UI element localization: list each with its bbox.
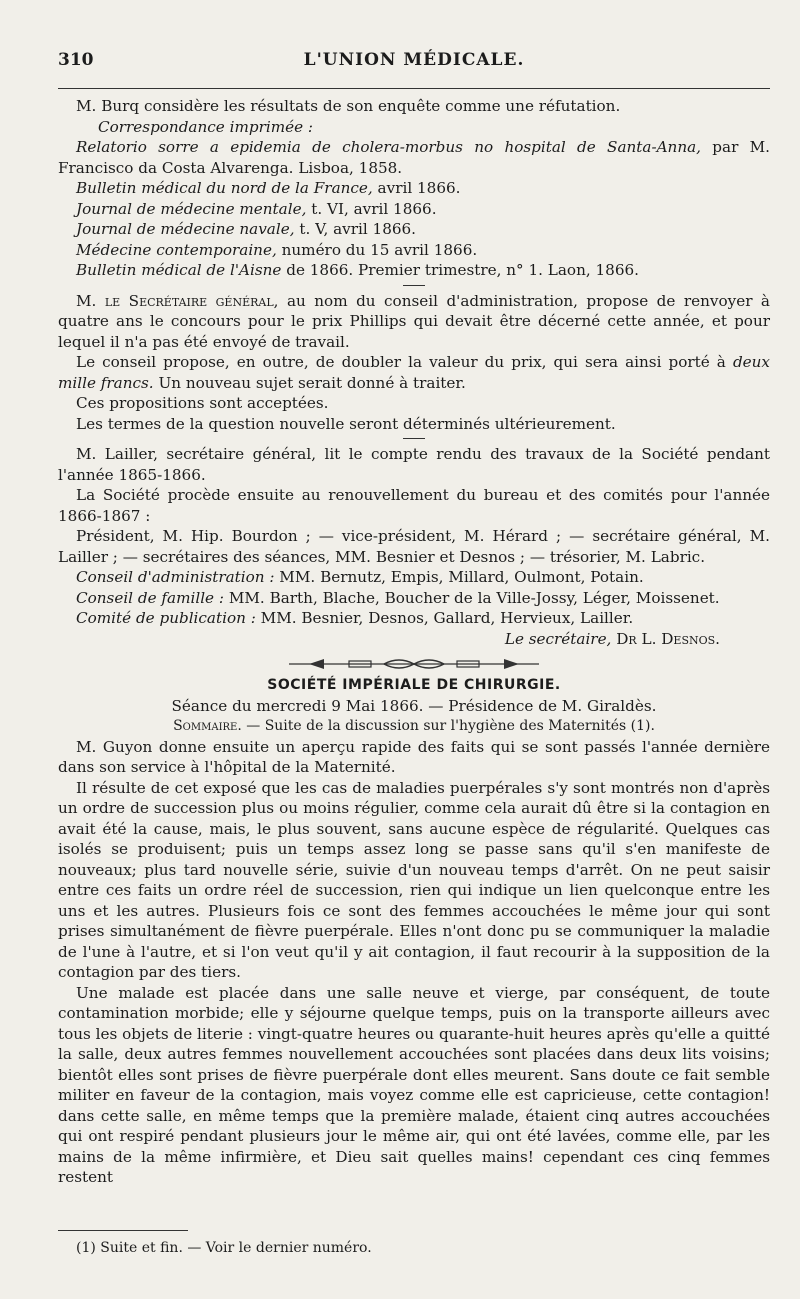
entry-bulletin-nord — [58, 178, 770, 199]
page-number: 310 — [58, 50, 94, 70]
document-page — [58, 0, 770, 1299]
entry-title: Journal de médecine navale, — [76, 220, 295, 238]
entry-journal-mentale — [58, 199, 770, 220]
main-text — [58, 96, 770, 1188]
paragraph-burq: M. Burq considère les résultats de son enquête comme une réfutation. — [76, 97, 621, 115]
separator — [403, 438, 425, 439]
text-fragment: au nom du conseil d'administration, propose de renvoyer à quatre ans le concours pour le prix Phillips qui devait être décerné cette année, et pour lequel il n'a pas été envoyé de travail. — [58, 291, 770, 351]
prize-amount: deux mille francs. — [58, 353, 770, 392]
entry-title: Journal de médecine mentale, — [76, 199, 307, 218]
ornament-icon — [289, 655, 539, 673]
paragraph-comite — [58, 608, 770, 629]
entry-title: Relatorio sorre a epidemia de cholera-morbus no hospital de Santa-Anna, — [76, 138, 701, 156]
committee-members: MM. Barth, Blache, Boucher de la Ville-Jossy, Léger, Moissenet. — [224, 588, 720, 607]
text-fragment: Un nouveau sujet serait donné à traiter. — [153, 373, 466, 392]
running-title: L'UNION MÉDICALE. — [303, 50, 525, 70]
committee-members: MM. Besnier, Desnos, Gallard, Hervieux, Lailler. — [255, 609, 634, 627]
committee-label: Comité de publication : — [76, 609, 256, 627]
paragraph-malade: Une malade est placée dans une salle neuve et vierge, par conséquent, de toute contamination morbide; elle y séjourne quelque temps, puis on la transporte ailleurs avec tous les objets de literie : vingt-quatre heures ou quarante-huit heures après qu'elle a quitté la salle, deux autres femmes nouvellement accouchées sont placées dans deux lits voisins; bientôt elles sont prises de fièvre puerpérale dont elles meurent. Sans doute ce fait semble militer en faveur de la contagion, mais voyez comme elle est capricieuse, cette contagion! dans cette salle, en même temps que la première malade, étaient cinq autres accouchées qui ont respiré pendant plusieurs jour le même air, qui ont été lavées, comme elle, par les mains de la même infirmière, et Dieu sait quelles mains! cependant ces cinq femmes restent — [58, 983, 770, 1186]
sommaire-label: Sommaire. — [173, 718, 242, 734]
text-fragment: Le conseil propose, en outre, de doubler la valeur du prix, qui sera ainsi porté à — [76, 353, 733, 371]
session-line: Séance du mercredi 9 Mai 1866. — Présidence de M. Giraldès. — [171, 696, 657, 715]
entry-title: Médecine contemporaine, — [76, 240, 277, 259]
sommaire-text: — Suite de la discussion sur l'hygiène des Maternités (1). — [241, 718, 655, 734]
entry-relatorio — [58, 137, 770, 178]
text-fragment: M. — [76, 291, 105, 310]
footnote: (1) Suite et fin. — Voir le dernier numéro. — [76, 1240, 372, 1256]
paragraph-resulte: Il résulte de cet exposé que les cas de maladies puerpérales s'y sont montrés non d'après un ordre de succession plus ou moins régulier, comme cela aurait dû être si la contagion en avait été la cause, mais, le plus souvent, sans aucune espèce de régularité. Quelques cas isolés se produisent; puis un temps assez long se passe sans qu'il s'en manifeste de nouveaux; plus tard nouvelle série, suivie d'un nouveau temps d'arrêt. On ne peut saisir entre ces faits un ordre réel de succession, rien qui indique un lien quelconque entre les uns et les autres. Plusieurs fois ce sont des femmes accouchées le même jour qui sont prises simultanément de fièvre puerpérale. Elles n'ont donc pu se communiquer la maladie de l'une à l'autre, et si l'on veut qu'il y ait contagion, il faut recourir à la supposition de la contagion par des tiers. — [58, 778, 770, 981]
paragraph-termes: Les termes de la question nouvelle seront déterminés ultérieurement. — [76, 414, 616, 433]
ornament-divider — [58, 655, 770, 673]
paragraph-guyon: M. Guyon donne ensuite un aperçu rapide des faits qui se sont passés l'année dernière dans son service à l'hôpital de la Maternité. — [58, 737, 770, 776]
page-header — [58, 50, 770, 76]
entry-detail: de 1866. Premier trimestre, n° 1. Laon, 1866. — [281, 261, 639, 279]
signature-role: Le secrétaire, — [504, 629, 612, 648]
paragraph-propositions: Ces propositions sont acceptées. — [76, 394, 329, 412]
entry-bulletin-aisne — [58, 260, 770, 281]
entry-journal-navale — [58, 219, 770, 240]
paragraph-president: Président, M. Hip. Bourdon ; — vice-président, M. Hérard ; — secrétaire général, M. Lailler ; — secrétaires des séances, MM. Besnier et Desnos ; — trésorier, M. Labric. — [58, 527, 770, 566]
correspondence-heading: Correspondance imprimée : — [98, 117, 314, 136]
committee-label: Conseil de famille : — [76, 588, 224, 607]
entry-title: Bulletin médical de l'Aisne — [76, 261, 282, 279]
paragraph-conseil-admin — [58, 567, 770, 588]
secretaire-title: le Secrétaire général, — [104, 291, 279, 310]
sommaire — [58, 716, 770, 737]
paragraph-conseil-famille — [58, 588, 770, 609]
section-title: SOCIÉTÉ IMPÉRIALE DE CHIRURGIE. — [267, 677, 561, 693]
entry-detail: t. V, avril 1866. — [294, 220, 417, 238]
entry-detail: avril 1866. — [372, 179, 461, 197]
header-rule — [58, 88, 770, 89]
paragraph-secretaire — [58, 291, 770, 353]
separator — [403, 285, 425, 286]
signature-name: Dr L. Desnos. — [611, 629, 720, 648]
entry-detail: par M. Francisco da Costa Alvarenga. Lisboa, 1858. — [58, 138, 770, 177]
committee-members: MM. Bernutz, Empis, Millard, Oulmont, Potain. — [274, 568, 644, 586]
paragraph-societe-procede: La Société procède ensuite au renouvellement du bureau et des comités pour l'année 1866-1867 : — [58, 486, 770, 525]
paragraph-conseil — [58, 352, 770, 393]
signature — [58, 629, 770, 650]
entry-title: Bulletin médical du nord de la France, — [76, 179, 373, 197]
entry-detail: numéro du 15 avril 1866. — [276, 240, 478, 259]
committee-label: Conseil d'administration : — [76, 568, 275, 586]
paragraph-lailler: M. Lailler, secrétaire général, lit le compte rendu des travaux de la Société pendant l'année 1865-1866. — [58, 445, 770, 484]
footnote-rule — [58, 1230, 188, 1231]
entry-detail: t. VI, avril 1866. — [306, 199, 437, 218]
entry-medecine-contemporaine — [58, 240, 770, 261]
